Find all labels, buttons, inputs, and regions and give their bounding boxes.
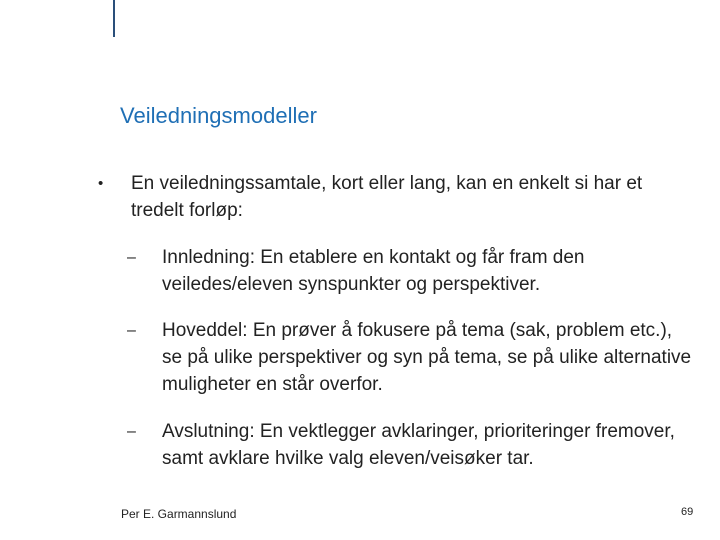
page-number: 69 <box>681 506 694 518</box>
dash-icon: – <box>127 322 136 339</box>
slide-title: Veiledningsmodeller <box>120 103 317 128</box>
footer-author: Per E. Garmannslund <box>121 507 237 521</box>
dash-icon: – <box>127 249 136 266</box>
decorative-accent-line <box>113 0 115 37</box>
dash-icon: – <box>127 423 136 440</box>
sub-bullet-text: Innledning: En etablere en kontakt og får fram den veiledes/eleven synspunkter og perspektiver. <box>162 247 585 295</box>
sub-bullet-text: Hoveddel: En prøver å fokusere på tema (sak, problem etc.), se på ulike perspektiver og syn på tema, se på ulike alternative muligheter en står overfor. <box>162 320 692 395</box>
sub-bullet-text: Avslutning: En vektlegger avklaringer, prioriteringer fremover, samt avklare hvilke valg eleven/veisøker tar. <box>162 421 675 469</box>
bullet-icon: • <box>98 175 104 192</box>
main-bullet-text: En veiledningssamtale, kort eller lang, kan en enkelt si har et tredelt forløp: <box>131 173 643 221</box>
